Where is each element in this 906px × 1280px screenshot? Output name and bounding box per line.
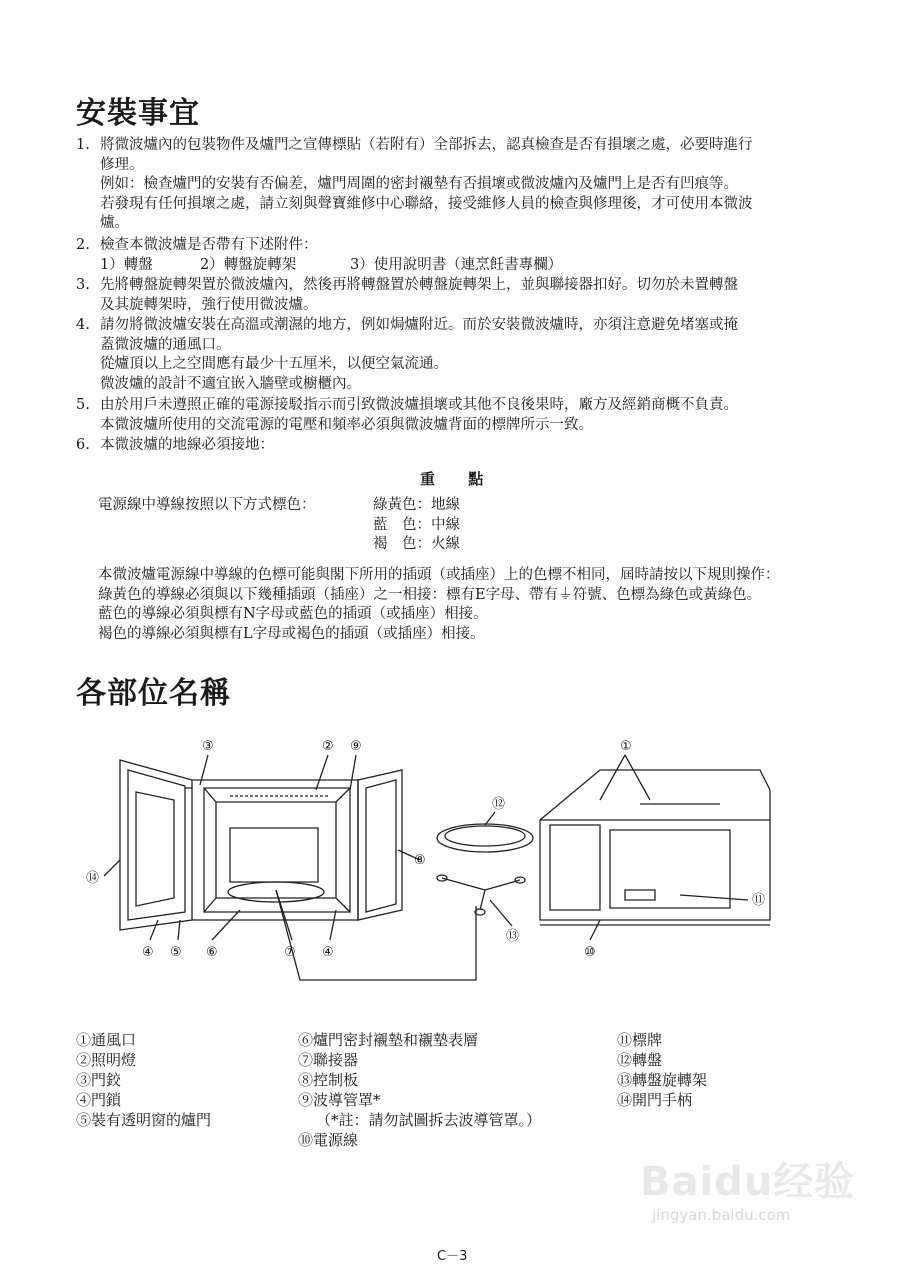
install-item-4 bbox=[76, 316, 836, 394]
callout-12: ⑫ bbox=[492, 797, 506, 812]
item-line: 修理。 bbox=[100, 156, 144, 173]
callout-13: ⑬ bbox=[506, 929, 520, 944]
callout-9: ⑨ bbox=[350, 739, 362, 754]
note-line: 藍色的導線必須與標有N字母或藍色的插頭（或插座）相接。 bbox=[98, 606, 488, 622]
item-number: 1. bbox=[76, 137, 90, 153]
item-line: 請勿將微波爐安裝在高溫或潮濕的地方，例如焗爐附近。而於安裝微波爐時，亦須注意避免堵塞或掩 bbox=[100, 317, 738, 333]
note-line: 本微波爐電源線中導線的色標可能與閣下所用的插頭（或插座）上的色標不相同，屆時請按以下規則操作： bbox=[98, 567, 780, 583]
install-item-5 bbox=[76, 396, 836, 435]
wire-row-neutral: 藍 色：中線 bbox=[373, 516, 460, 533]
item-number: 6. bbox=[76, 437, 90, 453]
item-line: 本微波爐的地線必須接地： bbox=[100, 437, 274, 453]
item-line: 微波爐的設計不適宜嵌入牆壁或櫥櫃內。 bbox=[100, 375, 361, 392]
watermark-url: jingyan.baidu.com bbox=[652, 1206, 791, 1224]
legend-item: ⑤裝有透明窗的爐門 bbox=[76, 1111, 212, 1129]
install-item-1 bbox=[76, 136, 836, 234]
legend-item: ⑥爐門密封襯墊和襯墊表層 bbox=[298, 1031, 479, 1049]
wire-row-live: 褐 色：火線 bbox=[373, 536, 460, 552]
note-line: 綠黃色的導線必須與以下幾種插頭（插座）之一相接：標有E字母、帶有⏚符號、色標為綠色或黃綠色。 bbox=[98, 586, 762, 603]
parts-legend-col3 bbox=[617, 1030, 707, 1110]
install-item-2 bbox=[76, 236, 836, 275]
note-line: 褐色的導線必須與標有L字母或褐色的插頭（或插座）相接。 bbox=[98, 625, 485, 642]
item-line: 若發現有任何損壞之處，請立刻與聲寶維修中心聯絡，接受維修人員的檢查與修理後，才可使用本微波 bbox=[100, 195, 753, 212]
callout-11: ⑪ bbox=[752, 893, 766, 908]
wire-row-earth: 綠黃色：地線 bbox=[373, 497, 460, 513]
legend-item: ②照明燈 bbox=[76, 1051, 137, 1069]
install-item-6 bbox=[76, 436, 836, 456]
wire-color-intro: 電源線中導線按照以下方式標色： bbox=[98, 497, 316, 513]
legend-item: ⑭開門手柄 bbox=[617, 1091, 693, 1109]
important-title: 重 點 bbox=[420, 470, 498, 488]
parts-legend-col1 bbox=[76, 1030, 211, 1130]
legend-item: ④門鎖 bbox=[76, 1091, 122, 1109]
item-line: 蓋微波爐的通風口。 bbox=[100, 336, 231, 353]
item-line: 例如：檢查爐門的安裝有否偏差，爐門周圍的密封襯墊有否損壞或微波爐內及爐門上是否有凹痕等。 bbox=[100, 176, 738, 192]
item-line: 檢查本微波爐是否帶有下述附件： bbox=[100, 237, 318, 253]
callout-7: ⑦ bbox=[284, 945, 296, 960]
legend-item: ⑨波導管罩* bbox=[298, 1091, 381, 1109]
item-line: 將微波爐內的包裝物件及爐門之宣傳標貼（若附有）全部拆去，認真檢查是否有損壞之處，必要時進行 bbox=[100, 137, 753, 153]
item-line: 由於用戶未遵照正確的電源接駁指示而引致微波爐損壞或其他不良後果時，廠方及經銷商概不負責。 bbox=[100, 397, 738, 413]
watermark-logo: Baidu经验 bbox=[640, 1159, 856, 1205]
callout-4b: ④ bbox=[322, 945, 334, 960]
callout-14: ⑭ bbox=[86, 871, 100, 886]
legend-item: ⑧控制板 bbox=[298, 1071, 359, 1089]
item-number: 5. bbox=[76, 397, 90, 413]
accessory-turntable: 1）轉盤 bbox=[100, 256, 153, 273]
accessory-manual: 3）使用說明書（連烹飪書專欄） bbox=[350, 256, 563, 273]
callout-3: ③ bbox=[202, 739, 214, 754]
wire-color-table bbox=[373, 496, 460, 555]
legend-item: ⑫轉盤 bbox=[617, 1051, 663, 1069]
callout-1: ① bbox=[620, 739, 632, 754]
callout-5: ⑤ bbox=[170, 945, 182, 960]
callout-10: ⑩ bbox=[584, 945, 596, 960]
callout-2: ② bbox=[322, 739, 334, 754]
legend-item: ⑩電源線 bbox=[298, 1131, 359, 1149]
legend-item: ⑬轉盤旋轉架 bbox=[617, 1071, 708, 1089]
baidu-watermark bbox=[640, 1150, 870, 1240]
install-item-3 bbox=[76, 276, 836, 315]
accessory-roller: 2）轉盤旋轉架 bbox=[200, 256, 297, 273]
item-line: 及其旋轉架時，強行使用微波爐。 bbox=[100, 296, 318, 313]
item-line: 本微波爐所使用的交流電源的電壓和頻率必須與微波爐背面的標牌所示一致。 bbox=[100, 416, 593, 433]
wiring-note bbox=[98, 566, 780, 644]
section-title-installation: 安裝事宜 bbox=[76, 96, 200, 131]
item-number: 2. bbox=[76, 237, 90, 253]
page-number: C－3 bbox=[437, 1249, 468, 1264]
accessory-list bbox=[100, 256, 836, 276]
legend-note: （*註：請勿試圖拆去波導管罩。） bbox=[316, 1111, 542, 1129]
callout-4a: ④ bbox=[142, 945, 154, 960]
callout-6: ⑥ bbox=[206, 945, 218, 960]
item-line: 爐。 bbox=[100, 215, 129, 231]
item-line: 先將轉盤旋轉架置於微波爐內，然後再將轉盤置於轉盤旋轉架上，並與聯接器扣好。切勿於未置轉盤 bbox=[100, 277, 738, 293]
legend-item: ⑦聯接器 bbox=[298, 1051, 359, 1069]
parts-legend-col2 bbox=[298, 1030, 541, 1150]
legend-item: ①通風口 bbox=[76, 1031, 137, 1049]
legend-item: ③門鉸 bbox=[76, 1071, 122, 1089]
item-line: 從爐頂以上之空間應有最少十五厘米，以便空氣流通。 bbox=[100, 356, 448, 372]
legend-item: ⑪標牌 bbox=[617, 1031, 663, 1049]
microwave-parts-diagram bbox=[80, 730, 800, 990]
item-number: 4. bbox=[76, 317, 90, 333]
item-number: 3. bbox=[76, 277, 90, 293]
section-title-parts: 各部位名稱 bbox=[76, 676, 231, 711]
callout-8: ⑧ bbox=[414, 853, 426, 868]
